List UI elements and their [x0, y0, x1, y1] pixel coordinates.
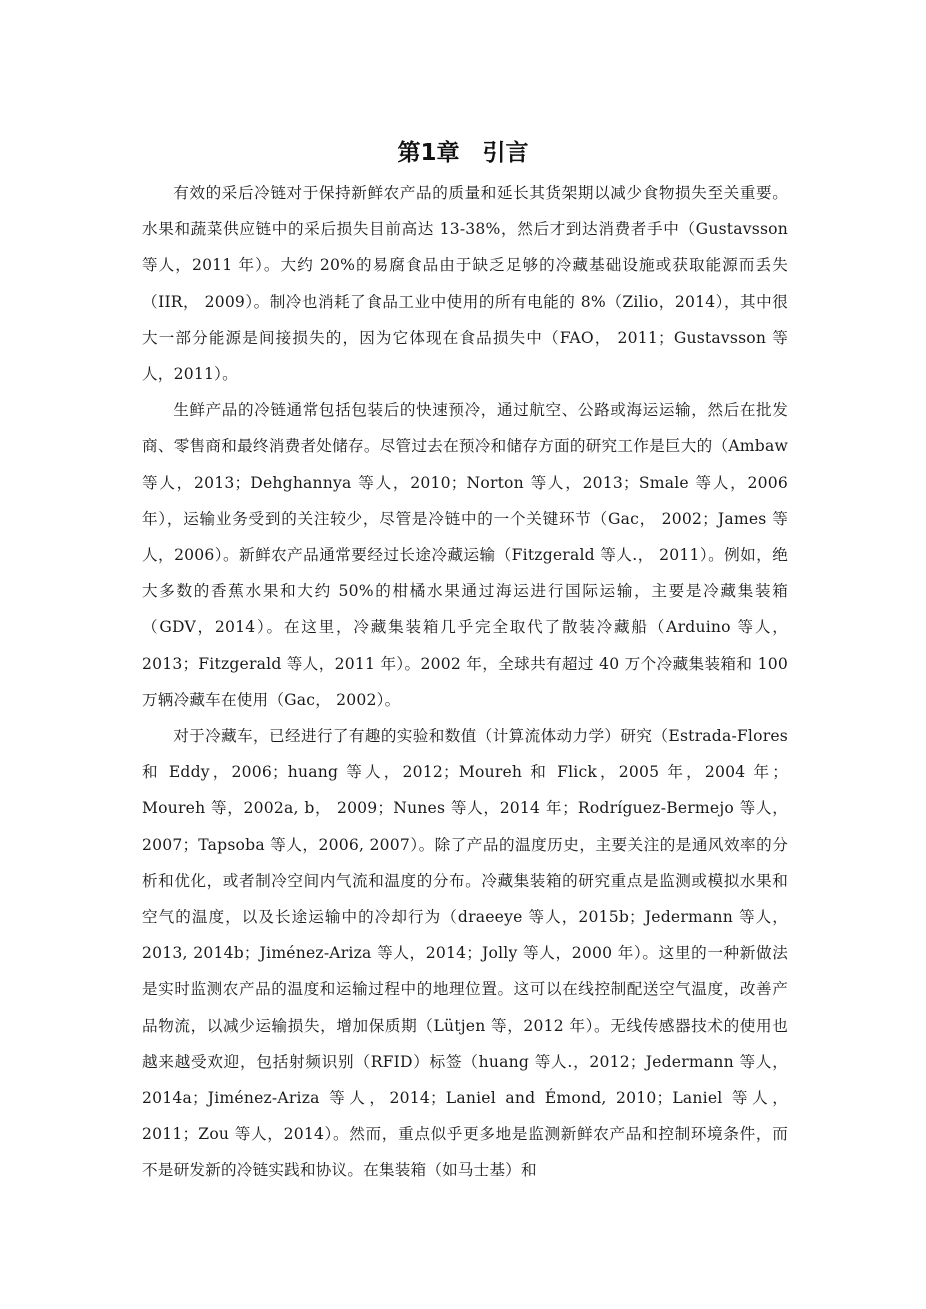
body-text	[142, 175, 788, 1189]
paragraph: 生鲜产品的冷链通常包括包装后的快速预冷，通过航空、公路或海运运输，然后在批发商、零售商和最终消费者处储存。尽管过去在预冷和储存方面的研究工作是巨大的（Ambaw 等人，2013；Dehghannya 等人，2010；Norton 等人，2013；Smale 等人，2006 年），运输业务受到的关注较少，尽管是冷链中的一个关键环节（Gac， 2002；James 等人，2006）。新鲜农产品通常要经过长途冷藏运输（Fitzgerald 等人.， 2011）。例如，绝大多数的香蕉水果和大约 50%的柑橘水果通过海运进行国际运输，主要是冷藏集装箱（GDV，2014）。在这里，冷藏集装箱几乎完全取代了散装冷藏船（Arduino 等人，2013；Fitzgerald 等人，2011 年）。2002 年，全球共有超过 40 万个冷藏集装箱和 100 万辆冷藏车在使用（Gac， 2002）。	[142, 401, 788, 709]
paragraph: 有效的采后冷链对于保持新鲜农产品的质量和延长其货架期以减少食物损失至关重要。水果和蔬菜供应链中的采后损失目前高达 13-38%，然后才到达消费者手中（Gustavsson 等人，2011 年）。大约 20%的易腐食品由于缺乏足够的冷藏基础设施或获取能源而丢失（IIR， 2009）。制冷也消耗了食品工业中使用的所有电能的 8%（Zilio，2014），其中很大一部分能源是间接损失的，因为它体现在食品损失中（FAO， 2011；Gustavsson 等人，2011）。	[142, 184, 788, 384]
chapter-title: 第1章 引言	[397, 140, 529, 167]
paragraph: 对于冷藏车，已经进行了有趣的实验和数值（计算流体动力学）研究（Estrada-Flores 和 Eddy，2006；huang 等人，2012；Moureh 和 Flick，2005 年，2004 年；Moureh 等，2002a, b， 2009；Nunes 等人，2014 年；Rodríguez-Bermejo 等人，2007；Tapsoba 等人，2006, 2007）。除了产品的温度历史，主要关注的是通风效率的分析和优化，或者制冷空间内气流和温度的分布。冷藏集装箱的研究重点是监测或模拟水果和空气的温度，以及长途运输中的冷却行为（draeeye 等人，2015b；Jedermann 等人，2013, 2014b；Jiménez-Ariza 等人，2014；Jolly 等人，2000 年）。这里的一种新做法是实时监测农产品的温度和运输过程中的地理位置。这可以在线控制配送空气温度，改善产品物流，以减少运输损失，增加保质期（Lütjen 等，2012 年）。无线传感器技术的使用也越来越受欢迎，包括射频识别（RFID）标签（huang 等人.，2012；Jedermann 等人，2014a；Jiménez-Ariza 等人，2014；Laniel and Émond, 2010；Laniel 等人，2011；Zou 等人，2014）。然而，重点似乎更多地是监测新鲜农产品和控制环境条件，而不是研发新的冷链实践和协议。在集装箱（如马士基）和	[142, 727, 788, 1180]
